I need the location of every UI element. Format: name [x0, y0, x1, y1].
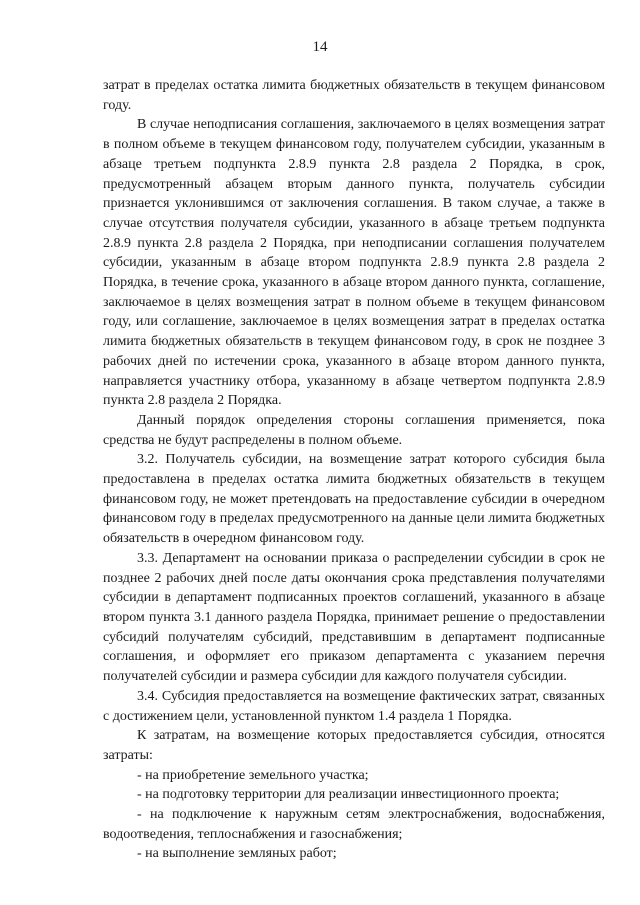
list-item: - на подключение к наружным сетям электроснабжения, водоснабжения, водоотведения, теплоснабжения и газоснабжения; — [103, 807, 605, 842]
page-number: 14 — [312, 39, 328, 55]
paragraph-3-3: 3.3. Департамент на основании приказа о распределении субсидии в срок не позднее 2 рабочих дней после даты окончания срока представления получателями субсидии в департамент подписанных проектов соглашений, указанного в абзаце втором пункта 3.1 данного раздела Порядка, принимает решение о предоставлении субсидий получателям субсидий, представившим в департамент подписанные соглашения, и оформляет его приказом департамента с указанием перечня получателей субсидии и размера субсидии для каждого получателя субсидии. — [103, 550, 605, 685]
list-item: - на приобретение земельного участка; — [137, 767, 369, 783]
list-item: - на подготовку территории для реализации инвестиционного проекта; — [137, 787, 560, 803]
paragraph-costs-intro: К затратам, на возмещение которых предоставляется субсидия, относятся затраты: — [103, 728, 605, 763]
paragraph-unsigned-agreement: В случае неподписания соглашения, заключаемого в целях возмещения затрат в полном объеме в текущем финансовом году, получателем субсидии, указанным в абзаце третьем подпункта 2.8.9 пункта 2.8 раздела 2 Порядка, в срок, предусмотренный абзацем вторым данного пункта, получатель субсидии признается уклонившимся от заключения соглашения. В таком случае, а также в случае отсутствия получателя субсидии, указанного в абзаце третьем подпункта 2.8.9 пункта 2.8 раздела 2 Порядка, при неподписании соглашения получателем субсидии, указанным в абзаце втором подпункта 2.8.9 пункта 2.8 раздела 2 Порядка, в течение срока, указанного в абзаце втором данного пункта, соглашение, заключаемое в целях возмещения затрат в полном объеме в текущем финансовом году, или соглашение, заключаемое в целях возмещения затрат в пределах остатка лимита бюджетных обязательств в текущем финансовом году, в срок не позднее 3 рабочих дней по истечении срока, указанного в абзаце втором данного пункта, направляется участнику отбора, указанному в абзаце четвертом подпункта 2.8.9 пункта 2.8 раздела 2 Порядка. — [103, 117, 605, 409]
document-body — [103, 76, 605, 864]
cost-list — [103, 766, 605, 865]
paragraph-3-2: 3.2. Получатель субсидии, на возмещение затрат которого субсидия была предоставлена в пределах остатка лимита бюджетных обязательств в текущем финансовом году, не может претендовать на предоставление субсидии в очередном финансовом году в пределах предусмотренного на данные цели лимита бюджетных обязательств в очередном финансовом году. — [103, 452, 605, 547]
paragraph-order-applies: Данный порядок определения стороны соглашения применяется, пока средства не будут распределены в полном объеме. — [103, 412, 605, 448]
paragraph-continuation: затрат в пределах остатка лимита бюджетных обязательств в текущем финансовом году. — [103, 78, 605, 113]
paragraph-3-4: 3.4. Субсидия предоставляется на возмещение фактических затрат, связанных с достижением цели, установленной пунктом 1.4 раздела 1 Порядка. — [103, 688, 605, 724]
list-item: - на выполнение земляных работ; — [137, 846, 337, 862]
